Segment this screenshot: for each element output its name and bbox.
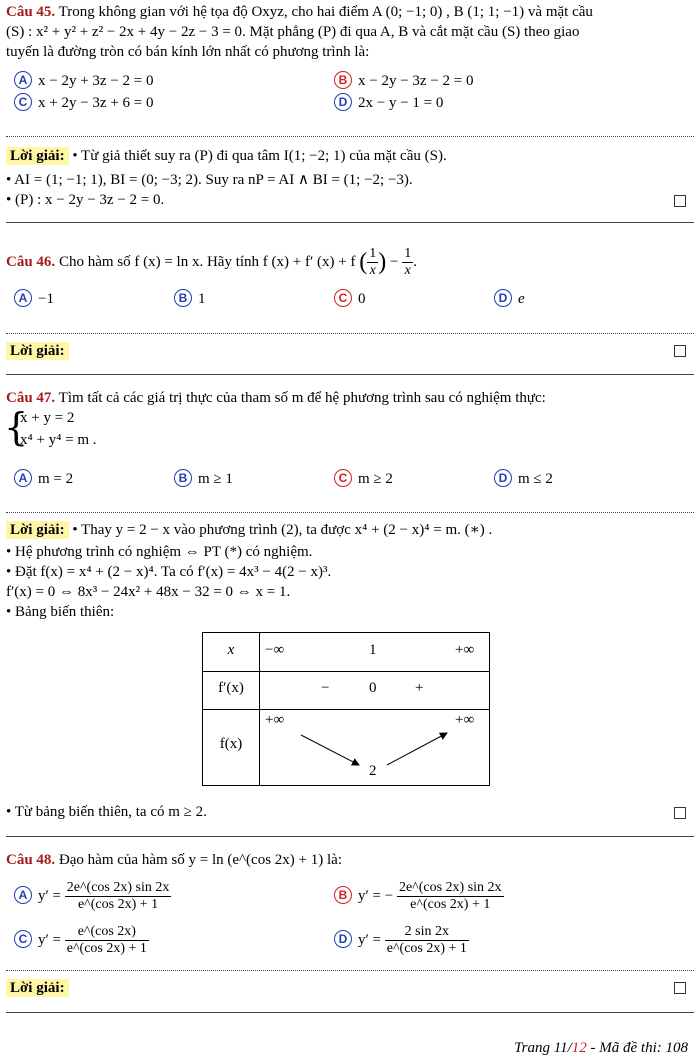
q48-solution	[6, 978, 694, 998]
table-fprime-minus: −	[321, 680, 330, 696]
q48-choice-b[interactable]: B y′ = − $\frac{2e\^{}(\cos 2x) \sin 2x}{e\^{}(\cos 2x) + 1}$	[334, 880, 504, 913]
q47-system-eq1: x + y = 2	[20, 410, 75, 426]
q45-solution-line1: Lời giải: • Từ giả thiết suy ra (P) đi qua tâm I(1; −2; 1) của mặt cầu (S).	[6, 146, 694, 166]
dotted-divider	[6, 970, 694, 971]
choice-badge: B	[334, 886, 352, 904]
variation-table	[202, 632, 490, 786]
choice-badge: C	[14, 930, 32, 948]
solid-divider	[6, 1012, 694, 1013]
q47-stem-text: Tìm tất cả các giá trị thực của tham số m để hệ phương trình sau có nghiệm thực:	[58, 390, 546, 406]
decrease-arrow-icon	[301, 735, 359, 765]
choice-badge: B	[334, 71, 352, 89]
footer-total-pages: 12	[571, 1040, 587, 1056]
page-footer: Trang 11/12 - Mã đề thi: 108	[514, 1040, 688, 1056]
q45-choice-c[interactable]: C x + 2y − 3z + 6 = 0	[14, 92, 154, 114]
dotted-divider	[6, 512, 694, 513]
table-f-label: f(x)	[219, 736, 243, 752]
q47-choice-d[interactable]: D m ≤ 2	[494, 468, 553, 490]
solid-divider	[6, 836, 694, 837]
solution-label: Lời giải:	[6, 342, 69, 360]
choice-badge: A	[14, 289, 32, 307]
increase-arrow-icon	[387, 733, 447, 765]
q46-stem-line: Câu 46. Cho hàm số f (x) = ln x. Hãy tính f (x) + f′ (x) + f ( $\frac{1}{x}$ ) − $\frac{1}{x}$ .	[6, 246, 417, 278]
table-x-one: 1	[369, 642, 377, 658]
choice-badge: D	[334, 930, 352, 948]
choice-badge: D	[334, 93, 352, 111]
q45-stem-text1: Trong không gian với hệ tọa độ Oxyz, cho hai điểm A (0; −1; 0) , B (1; 1; −1) và mặt cầu	[58, 4, 593, 20]
q47-choice-a[interactable]: A m = 2	[14, 468, 73, 490]
q48-stem-text: Đạo hàm của hàm số y = ln (e^(cos 2x) + 1) là:	[58, 852, 342, 868]
choice-badge: A	[14, 886, 32, 904]
q47-label: Câu 47.	[6, 390, 56, 406]
q47-solution-line3: • Đặt f(x) = x⁴ + (2 − x)⁴. Ta có f′(x) = 4x³ − 4(2 − x)³.	[6, 564, 332, 580]
dotted-divider	[6, 136, 694, 137]
q45-stem-line2: (S) : x² + y² + z² − 2x + 4y − 2z − 3 = 0. Mặt phẳng (P) đi qua A, B và cắt mặt cầu (S) theo giao	[6, 24, 580, 40]
table-fprime-label: f′(x)	[218, 680, 244, 696]
q46-choice-a[interactable]: A −1	[14, 288, 54, 310]
q48-label: Câu 48.	[6, 852, 56, 868]
q47-solution-line4: f′(x) = 0 ⇔ 8x³ − 24x² + 48x − 32 = 0 ⇔ x = 1.	[6, 584, 291, 600]
q45-label: Câu 45.	[6, 4, 56, 20]
table-fprime-zero: 0	[369, 680, 377, 696]
q47-choice-b[interactable]: B m ≥ 1	[174, 468, 233, 490]
q48-choice-c[interactable]: C y′ = $\frac{e\^{}(\cos 2x)}{e\^{}(\cos 2x) + 1}$	[14, 924, 149, 957]
table-x-label: x	[227, 642, 235, 658]
q47-stem-line	[6, 388, 694, 408]
q45-solution-line2: • AI = (1; −1; 1), BI = (0; −3; 2). Suy ra nP = AI ∧ BI = (1; −2; −3).	[6, 172, 413, 188]
table-f-right: +∞	[455, 712, 475, 728]
solid-divider	[6, 222, 694, 223]
choice-badge: A	[14, 469, 32, 487]
q47-solution-line2: • Hệ phương trình có nghiệm ⇔ PT (*) có nghiệm.	[6, 544, 313, 560]
system-brace: {	[4, 405, 29, 449]
choice-badge: A	[14, 71, 32, 89]
q45-solution-line3: • (P) : x − 2y − 3z − 2 = 0.	[6, 192, 165, 208]
q45-choice-b[interactable]: B x − 2y − 3z − 2 = 0	[334, 70, 474, 92]
q48-stem-line	[6, 850, 694, 870]
q46-label: Câu 46.	[6, 253, 56, 270]
qed-square-icon	[674, 195, 686, 207]
solution-label: Lời giải:	[6, 521, 69, 539]
q47-solution-line1: Lời giải: • Thay y = 2 − x vào phương trình (2), ta được x⁴ + (2 − x)⁴ = m. (∗) .	[6, 520, 694, 540]
q46-choice-b[interactable]: B 1	[174, 288, 206, 310]
choice-badge: C	[14, 93, 32, 111]
q48-choice-d[interactable]: D y′ = $\frac{2 \sin 2x}{e\^{}(\cos 2x) + 1}$	[334, 924, 469, 957]
q47-solution-line5: • Bảng biến thiên:	[6, 604, 115, 620]
choice-badge: D	[494, 469, 512, 487]
q45-stem-line1	[6, 2, 694, 22]
qed-square-icon	[674, 807, 686, 819]
choice-badge: C	[334, 469, 352, 487]
solid-divider	[6, 374, 694, 375]
table-f-left: +∞	[265, 712, 285, 728]
table-fprime-plus: +	[415, 680, 424, 696]
q46-choice-d[interactable]: D e	[494, 288, 525, 310]
q45-stem-line3: tuyến là đường tròn có bán kính lớn nhất có phương trình là:	[6, 44, 370, 60]
qed-square-icon	[674, 982, 686, 994]
choice-badge: B	[174, 469, 192, 487]
dotted-divider	[6, 333, 694, 334]
qed-square-icon	[674, 345, 686, 357]
q46-stem-text: Cho hàm số f (x) = ln x. Hãy tính f (x) + f′ (x) + f	[58, 253, 356, 270]
choice-badge: D	[494, 289, 512, 307]
q46-choice-c[interactable]: C 0	[334, 288, 366, 310]
table-x-neg-inf: −∞	[265, 642, 285, 658]
q45-choice-a[interactable]: A x − 2y + 3z − 2 = 0	[14, 70, 154, 92]
table-x-pos-inf: +∞	[455, 642, 475, 658]
q48-choice-a[interactable]: A y′ = $\frac{2e\^{}(\cos 2x) \sin 2x}{e\^{}(\cos 2x) + 1}$	[14, 880, 171, 913]
q47-choice-c[interactable]: C m ≥ 2	[334, 468, 393, 490]
choice-badge: C	[334, 289, 352, 307]
solution-label: Lời giải:	[6, 979, 69, 997]
variation-arrows	[203, 633, 489, 785]
solution-label: Lời giải:	[6, 147, 69, 165]
q47-system-eq2: x⁴ + y⁴ = m .	[20, 432, 97, 448]
q45-choice-d[interactable]: D 2x − y − 1 = 0	[334, 92, 443, 114]
q46-solution	[6, 341, 694, 361]
choice-badge: B	[174, 289, 192, 307]
q47-solution-line6: • Từ bảng biến thiên, ta có m ≥ 2.	[6, 804, 207, 820]
table-f-min: 2	[369, 763, 377, 779]
